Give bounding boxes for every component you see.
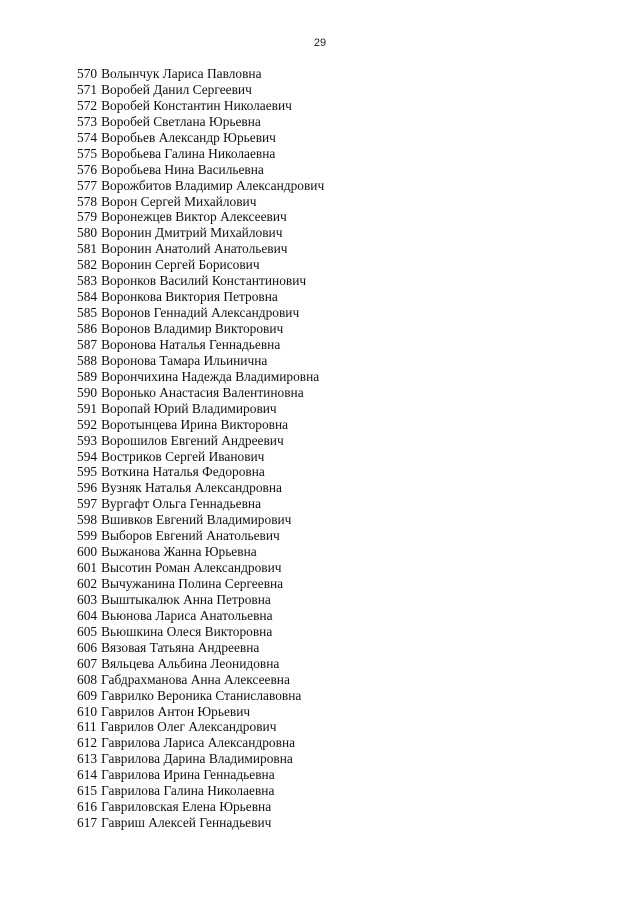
entry-number: 602 — [77, 576, 98, 591]
entry-number: 599 — [77, 528, 98, 544]
entry-number: 570 — [77, 66, 98, 81]
entry-name: Габдрахманова Анна Алексеевна — [101, 671, 290, 687]
entry-name: Ворон Сергей Михайлович — [101, 193, 257, 209]
entry-number: 596 — [77, 480, 98, 496]
entry-number: 576 — [77, 161, 98, 177]
entry-name: Волынчук Лариса Павловна — [101, 66, 262, 81]
entry-name: Гаврилов Антон Юрьевич — [101, 703, 251, 719]
entry-number: 604 — [77, 607, 98, 623]
entry-number: 610 — [77, 703, 98, 719]
entry-name: Выжанова Жанна Юрьевна — [101, 544, 257, 560]
entry-name: Гаврилов Олег Александрович — [100, 719, 277, 735]
entry-name: Воронов Владимир Викторович — [101, 321, 284, 336]
list-item — [77, 751, 324, 767]
list-item — [77, 321, 324, 337]
list-item — [77, 337, 324, 353]
entry-number: 577 — [77, 177, 98, 193]
entry-number: 603 — [77, 591, 98, 607]
list-item — [77, 464, 324, 480]
entry-name: Воронежцев Виктор Алексеевич — [101, 209, 287, 225]
list-item — [77, 178, 324, 194]
entry-number: 614 — [77, 767, 98, 783]
entry-name: Вьюшкина Олеся Викторовна — [101, 623, 273, 639]
list-item — [77, 624, 324, 640]
entry-name: Ворожбитов Владимир Александрович — [101, 177, 325, 193]
entry-name: Воробей Данил Сергеевич — [101, 81, 252, 97]
list-item — [77, 146, 324, 162]
entry-name: Вязовая Татьяна Андреевна — [101, 639, 260, 655]
entry-number: 612 — [77, 735, 98, 751]
entry-number: 615 — [77, 783, 98, 799]
list-item — [77, 385, 324, 401]
entry-name: Гаврилова Ирина Геннадьевна — [101, 767, 275, 783]
list-item — [77, 289, 324, 305]
entry-number: 592 — [77, 416, 98, 432]
entry-name: Гаврилова Галина Николаевна — [101, 783, 275, 799]
entry-number: 600 — [77, 544, 98, 560]
entry-name: Воронин Анатолий Анатольевич — [101, 241, 288, 257]
entry-number: 587 — [77, 336, 98, 352]
entry-number: 584 — [77, 289, 98, 305]
entry-number: 611 — [77, 719, 97, 735]
entry-number: 617 — [77, 815, 98, 831]
list-item — [77, 209, 324, 225]
entry-name: Воронин Дмитрий Михайлович — [101, 225, 283, 241]
entry-number: 601 — [77, 560, 98, 576]
entry-name: Высотин Роман Александрович — [101, 560, 282, 576]
list-item — [77, 735, 324, 751]
entry-number: 586 — [77, 321, 98, 336]
page-number: 29 — [313, 37, 327, 49]
entry-number: 597 — [77, 496, 98, 512]
list-item — [77, 560, 324, 576]
entry-number: 593 — [77, 432, 98, 448]
entry-name: Гавриш Алексей Геннадьевич — [101, 815, 272, 831]
list-item — [77, 114, 324, 130]
list-item — [77, 608, 324, 624]
entry-name: Воробей Светлана Юрьевна — [101, 113, 261, 129]
entry-number: 595 — [77, 464, 98, 480]
entry-number: 588 — [77, 352, 98, 368]
list-item — [77, 66, 324, 82]
entry-number: 580 — [77, 225, 98, 241]
entry-name: Вузняк Наталья Александровна — [101, 480, 282, 496]
entry-number: 573 — [77, 113, 98, 129]
entry-number: 572 — [77, 97, 98, 113]
entry-number: 574 — [77, 129, 98, 145]
entry-name: Вяльцева Альбина Леонидовна — [101, 655, 280, 671]
entry-name: Выборов Евгений Анатольевич — [101, 528, 280, 544]
entry-name: Воронкова Виктория Петровна — [101, 289, 278, 305]
entry-number: 585 — [77, 305, 98, 321]
list-item — [77, 225, 324, 241]
list-item — [77, 257, 324, 273]
list-item — [77, 98, 324, 114]
list-item — [77, 241, 324, 257]
entry-name: Ворончихина Надежда Владимировна — [101, 368, 320, 384]
entry-number: 613 — [77, 751, 98, 767]
entry-number: 590 — [77, 384, 98, 400]
list-item — [77, 433, 324, 449]
entry-number: 581 — [77, 241, 98, 257]
entry-number: 589 — [77, 368, 98, 384]
list-item — [77, 480, 324, 496]
list-item — [77, 369, 324, 385]
list-item — [77, 194, 324, 210]
entry-name: Гаврилова Дарина Владимировна — [101, 751, 293, 767]
entry-number: 616 — [77, 799, 98, 815]
list-item — [77, 449, 324, 465]
list-item — [77, 815, 324, 831]
entry-name: Вьюнова Лариса Анатольевна — [101, 607, 273, 623]
entry-name: Гавриловская Елена Юрьевна — [101, 799, 272, 815]
entry-name: Гаврилко Вероника Станиславовна — [101, 687, 302, 703]
entry-name: Воронов Геннадий Александрович — [101, 305, 300, 321]
entry-number: 594 — [77, 448, 98, 464]
entry-name: Воткина Наталья Федоровна — [101, 464, 265, 480]
entry-number: 608 — [77, 671, 98, 687]
list-item — [77, 528, 324, 544]
list-item — [77, 799, 324, 815]
list-item — [77, 417, 324, 433]
list-item — [77, 401, 324, 417]
entry-name: Воробьева Нина Васильевна — [101, 161, 264, 177]
list-item — [77, 767, 324, 783]
entry-name: Воропай Юрий Владимирович — [101, 400, 277, 416]
name-list — [77, 66, 324, 831]
entry-name: Воронин Сергей Борисович — [101, 257, 260, 273]
list-item — [77, 704, 324, 720]
list-item — [77, 512, 324, 528]
list-item — [77, 688, 324, 704]
entry-name: Вычужанина Полина Сергеевна — [101, 576, 284, 591]
entry-number: 575 — [77, 145, 98, 161]
entry-number: 582 — [77, 257, 98, 273]
entry-number: 609 — [77, 687, 98, 703]
entry-number: 591 — [77, 400, 98, 416]
entry-name: Воробьева Галина Николаевна — [101, 145, 276, 161]
entry-number: 571 — [77, 81, 98, 97]
entry-number: 605 — [77, 623, 98, 639]
entry-number: 606 — [77, 639, 98, 655]
list-item — [77, 82, 324, 98]
list-item — [77, 672, 324, 688]
entry-name: Воронько Анастасия Валентиновна — [101, 384, 304, 400]
entry-number: 607 — [77, 655, 98, 671]
list-item — [77, 305, 324, 321]
entry-name: Воронова Тамара Ильинична — [101, 352, 268, 368]
entry-name: Воробей Константин Николаевич — [101, 97, 292, 113]
list-item — [77, 353, 324, 369]
entry-name: Гаврилова Лариса Александровна — [101, 735, 296, 751]
entry-name: Воробьев Александр Юрьевич — [101, 129, 276, 145]
entry-name: Ворошилов Евгений Андреевич — [101, 432, 284, 448]
list-item — [77, 783, 324, 799]
list-item — [77, 656, 324, 672]
entry-name: Вшивков Евгений Владимирович — [101, 512, 292, 528]
entry-number: 578 — [77, 193, 98, 209]
list-item — [77, 544, 324, 560]
entry-name: Востриков Сергей Иванович — [101, 448, 265, 464]
entry-name: Воронков Василий Константинович — [101, 273, 307, 289]
entry-number: 598 — [77, 512, 98, 528]
list-item — [77, 130, 324, 146]
entry-name: Воронова Наталья Геннадьевна — [101, 336, 281, 352]
list-item — [77, 719, 324, 735]
list-item — [77, 592, 324, 608]
entry-name: Выштыкалюк Анна Петровна — [101, 591, 271, 607]
entry-number: 583 — [77, 273, 98, 289]
list-item — [77, 576, 324, 592]
entry-name: Воротынцева Ирина Викторовна — [101, 416, 289, 432]
list-item — [77, 496, 324, 512]
entry-name: Вургафт Ольга Геннадьевна — [101, 496, 262, 512]
entry-number: 579 — [77, 209, 98, 225]
list-item — [77, 162, 324, 178]
list-item — [77, 640, 324, 656]
list-item — [77, 273, 324, 289]
